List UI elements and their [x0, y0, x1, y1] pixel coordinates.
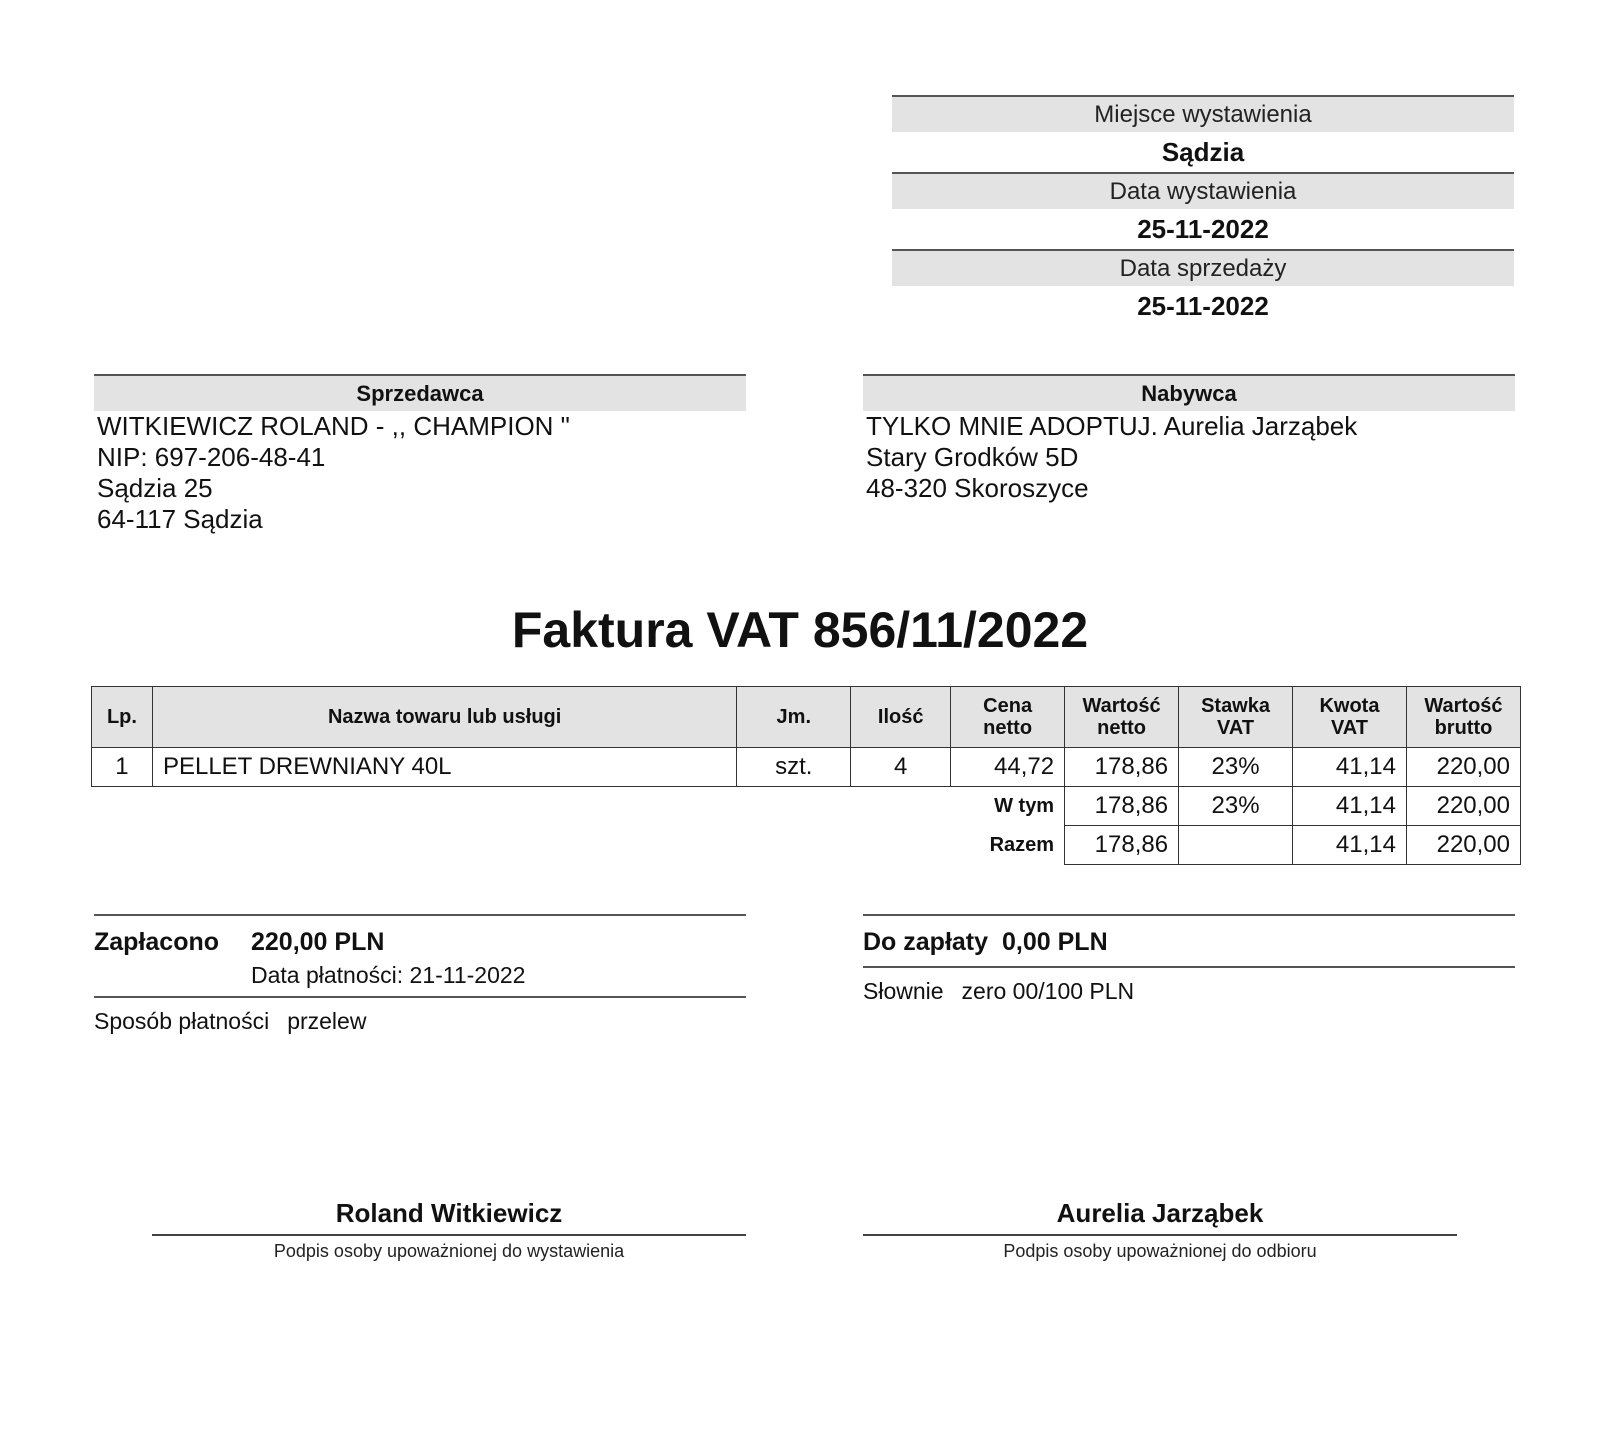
seller-nip: NIP: 697-206-48-41	[97, 442, 326, 472]
razem-vat: 41,14	[1293, 826, 1407, 865]
wtym-vat: 41,14	[1293, 787, 1407, 826]
amount-words-value: zero 00/100 PLN	[961, 978, 1135, 1004]
seller-heading: Sprzedawca	[94, 374, 746, 411]
col-unit: Jm.	[737, 687, 851, 748]
divider	[863, 966, 1515, 968]
summary-row-wtym	[92, 787, 1521, 826]
cell-rate: 23%	[1179, 748, 1293, 787]
buyer-street: Stary Grodków 5D	[866, 442, 1079, 472]
cell-gross: 220,00	[1406, 748, 1520, 787]
receiver-caption: Podpis osoby upoważnionej do odbioru	[1003, 1241, 1317, 1261]
payment-date: Data płatności: 21-11-2022	[251, 962, 526, 988]
table-row	[92, 748, 1521, 787]
razem-rate	[1179, 826, 1293, 865]
amount-words-label: Słownie	[863, 978, 944, 1004]
buyer-block	[863, 374, 1515, 504]
seller-name: WITKIEWICZ ROLAND - ,, CHAMPION "	[97, 411, 570, 441]
place-value: Sądzia	[1161, 137, 1245, 167]
buyer-city: 48-320 Skoroszyce	[866, 473, 1089, 503]
payment-method-value: przelew	[287, 1008, 367, 1034]
receiver-signature	[863, 1196, 1457, 1266]
invoice-title: Faktura VAT 856/11/2022	[511, 602, 1089, 658]
cell-qty: 4	[851, 748, 951, 787]
issuer-name: Roland Witkiewicz	[335, 1198, 563, 1228]
col-name: Nazwa towaru lub usługi	[152, 687, 736, 748]
col-net: Wartość netto	[1065, 687, 1179, 748]
divider	[94, 914, 746, 916]
issuer-signature	[152, 1196, 746, 1266]
wtym-gross: 220,00	[1406, 787, 1520, 826]
issue-date-label: Data wystawienia	[892, 172, 1514, 209]
cell-lp: 1	[92, 748, 153, 787]
payment-info	[94, 914, 746, 1036]
receiver-name: Aurelia Jarząbek	[1056, 1198, 1264, 1228]
divider	[94, 996, 746, 998]
amount-due-info	[863, 914, 1515, 1006]
cell-net: 178,86	[1065, 748, 1179, 787]
col-qty: Ilość	[851, 687, 951, 748]
issue-date-value: 25-11-2022	[1137, 214, 1269, 244]
issuer-caption: Podpis osoby upoważnionej do wystawienia	[273, 1241, 625, 1261]
cell-name: PELLET DREWNIANY 40L	[152, 748, 736, 787]
col-vat: Kwota VAT	[1293, 687, 1407, 748]
col-price: Cena netto	[951, 687, 1065, 748]
due-amount: 0,00 PLN	[1002, 928, 1108, 956]
seller-street: Sądzia 25	[97, 473, 213, 503]
table-header-row	[92, 687, 1521, 748]
paid-amount: 220,00 PLN	[251, 928, 385, 956]
cell-unit: szt.	[737, 748, 851, 787]
col-rate: Stawka VAT	[1179, 687, 1293, 748]
sale-date-value: 25-11-2022	[1137, 291, 1269, 321]
cell-price: 44,72	[951, 748, 1065, 787]
place-label: Miejsce wystawienia	[892, 95, 1514, 132]
wtym-label: W tym	[994, 794, 1055, 817]
buyer-heading: Nabywca	[863, 374, 1515, 411]
sale-date-label: Data sprzedaży	[892, 249, 1514, 286]
cell-vat: 41,14	[1293, 748, 1407, 787]
razem-gross: 220,00	[1406, 826, 1520, 865]
wtym-net: 178,86	[1065, 787, 1179, 826]
wtym-rate: 23%	[1179, 787, 1293, 826]
invoice-meta	[892, 95, 1514, 326]
summary-row-razem	[92, 826, 1521, 865]
buyer-name: TYLKO MNIE ADOPTUJ. Aurelia Jarząbek	[866, 411, 1358, 441]
due-label: Do zapłaty	[863, 928, 989, 956]
seller-city: 64-117 Sądzia	[97, 504, 263, 534]
razem-label: Razem	[989, 833, 1055, 856]
paid-label: Zapłacono	[94, 928, 220, 956]
items-table	[91, 686, 1521, 865]
razem-net: 178,86	[1065, 826, 1179, 865]
col-gross: Wartość brutto	[1406, 687, 1520, 748]
col-lp: Lp.	[92, 687, 153, 748]
payment-method-label: Sposób płatności	[94, 1008, 270, 1034]
seller-block	[94, 374, 746, 535]
divider	[863, 914, 1515, 916]
